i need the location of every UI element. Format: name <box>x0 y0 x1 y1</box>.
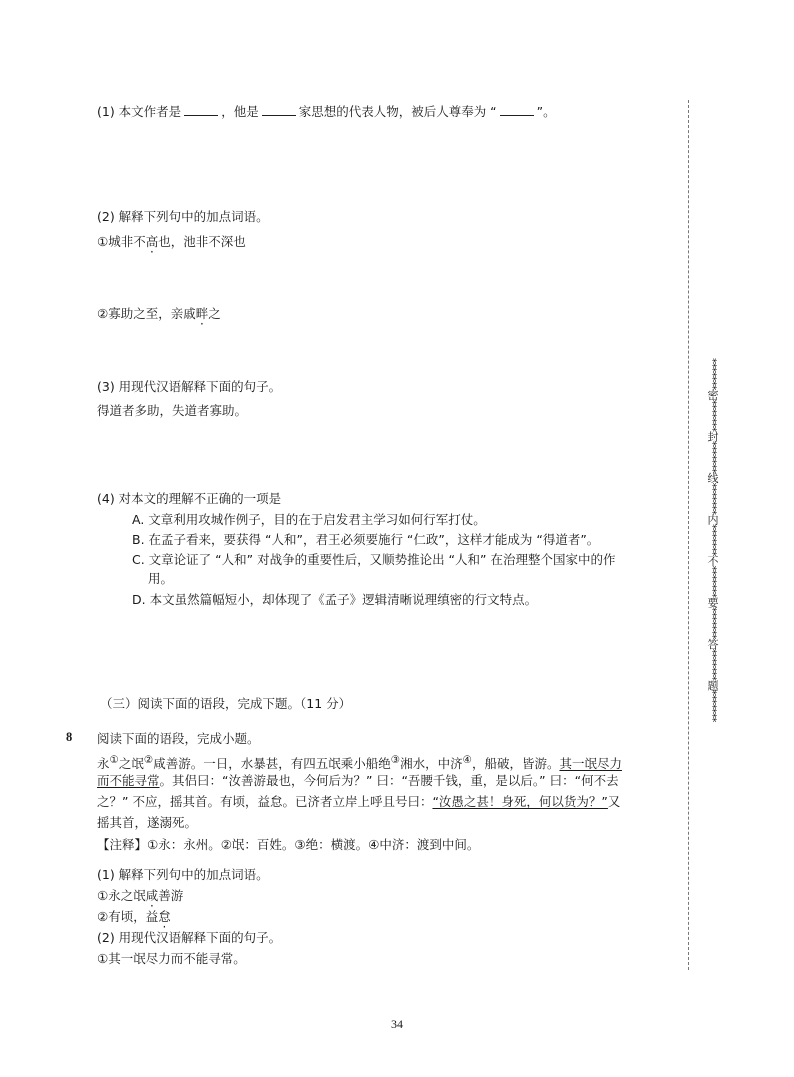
option-b[interactable]: B. 在孟子看来，要获得 “人和”，君王必须要施行 “仁政”，这样才能成为 “得道者”。 <box>132 532 600 547</box>
section-heading: （三）阅读下面的语段，完成下题。（11 分） <box>100 696 352 711</box>
blank-author[interactable] <box>184 103 218 116</box>
option-c-continued: 用。 <box>148 571 174 586</box>
q1-part1: (1) 本文作者是 ，他是 家思想的代表人物，被后人尊奉为 “ ”。 <box>97 104 556 119</box>
blank-title[interactable] <box>500 103 534 116</box>
q8-sub1-item2: ②有顷，益怠 <box>97 909 171 924</box>
annotation-note: 【注释】①永：永州。②氓：百姓。③绝：横渡。④中济：渡到中间。 <box>97 837 480 852</box>
binding-margin-notice: *******密*******封*******线*******内*******不*******要*******答*******题******* <box>706 358 719 722</box>
underlined-sentence: 而不能寻常 <box>97 773 160 788</box>
q8-sub1-item1: ①永之氓咸善游 <box>97 888 184 903</box>
page-number: 34 <box>391 1017 403 1031</box>
dotted-word: 咸 <box>145 888 159 903</box>
passage-line-4: 摇其首，遂溺死。 <box>97 815 198 830</box>
underlined-sentence: “汝愚之甚！身死，何以货为？” <box>432 794 608 809</box>
q8-sub2-title: (2) 用现代汉语解释下面的句子。 <box>97 930 282 945</box>
option-c[interactable]: C. 文章论证了 “人和” 对战争的重要性后，又顺势推论出 “人和” 在治理整个国家中的作 <box>132 552 616 567</box>
q1-part3-title: (3) 用现代汉语解释下面的句子。 <box>97 379 282 394</box>
q1-part2-item1: ①城非不高也，池非不深也 <box>97 234 246 249</box>
q1-part2-title: (2) 解释下列句中的加点词语。 <box>97 209 269 224</box>
passage-line-2: 而不能寻常。其侣曰：“汝善游最也，今何后为？” 曰：“吾腰千钱，重，是以后。” 曰：“何不去 <box>97 773 619 788</box>
option-a[interactable]: A. 文章利用攻城作例子，目的在于启发君主学习如何行军打仗。 <box>132 512 486 527</box>
passage-line-3: 之？” 不应，摇其首。有顷，益怠。已济者立岸上呼且号曰：“汝愚之甚！身死，何以货为？”又 <box>97 794 621 809</box>
q8-sub2-item1: ①其一氓尽力而不能寻常。 <box>97 951 246 966</box>
question-number: 8 <box>66 730 73 744</box>
binding-dashed-line <box>688 100 689 970</box>
q8-sub1-title: (1) 解释下列句中的加点词语。 <box>97 867 269 882</box>
q1-part2-item2: ②寡助之至，亲戚畔之 <box>97 306 221 321</box>
dotted-word: 畔 <box>195 306 209 321</box>
dotted-word: 高 <box>145 234 159 249</box>
dotted-word: 怠 <box>158 909 171 924</box>
q8-instruction: 阅读下面的语段，完成小题。 <box>97 731 260 746</box>
q1-part4-title: (4) 对本文的理解不正确的一项是 <box>97 491 282 506</box>
q1-part3-sentence: 得道者多助，失道者寡助。 <box>97 403 248 418</box>
blank-school[interactable] <box>262 103 296 116</box>
underlined-sentence: 其一氓尽力 <box>559 756 622 772</box>
passage-line-1: 永①之氓②咸善游。一日，水暴甚，有四五氓乘小船绝③湘水，中济④，船破，皆游。其一氓尽力 <box>97 754 622 772</box>
option-d[interactable]: D. 本文虽然篇幅短小，却体现了《孟子》逻辑清晰说理缜密的行文特点。 <box>132 592 538 607</box>
